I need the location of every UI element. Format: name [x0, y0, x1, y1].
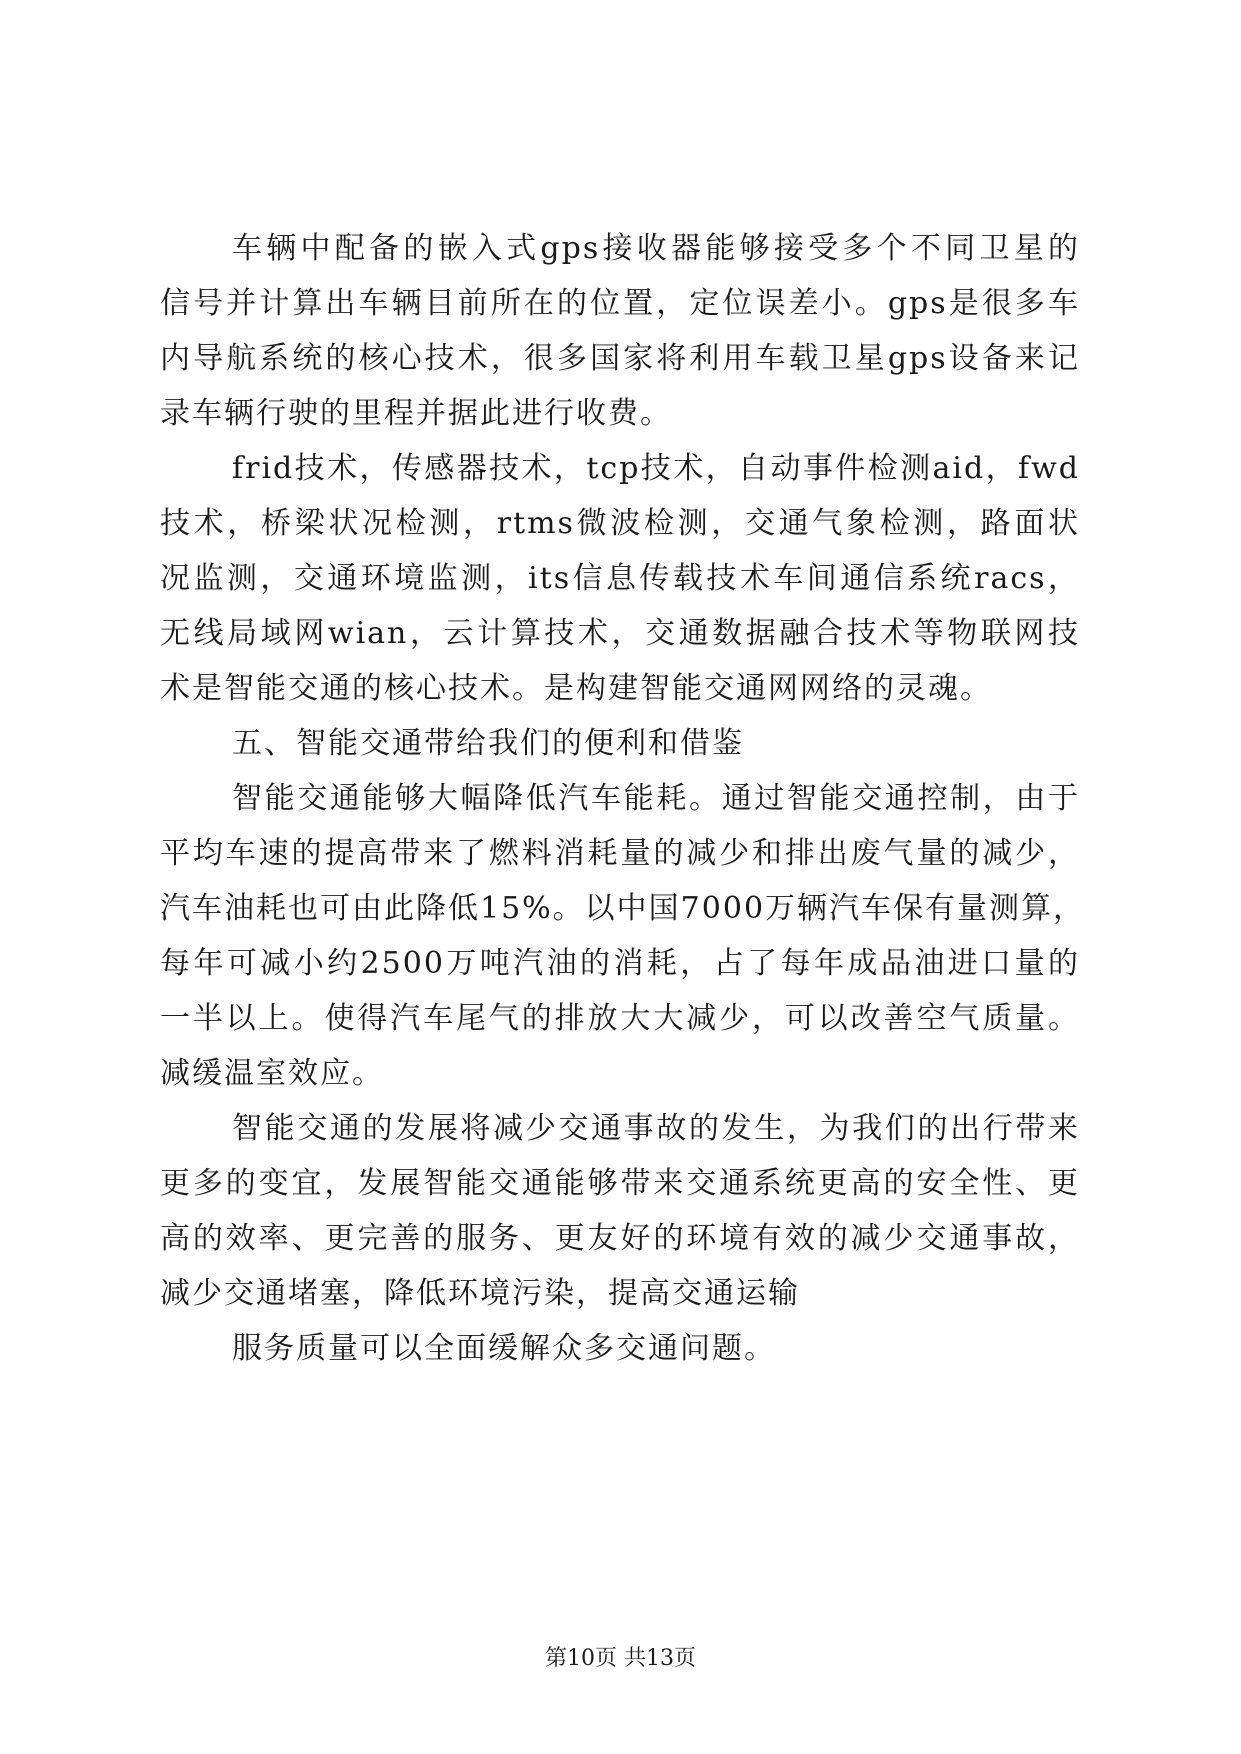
text-line: 平均车速的提高带来了燃料消耗量的减少和排出废气量的减少， [160, 836, 1080, 871]
text-line: 减少交通堵塞，降低环境污染，提高交通运输 [160, 1276, 800, 1311]
text-line: 服务质量可以全面缓解众多交通问题。 [232, 1331, 776, 1366]
text-line: 每年可减小约2500万吨汽油的消耗，占了每年成品油进口量的 [160, 946, 1080, 981]
text-line: 一半以上。使得汽车尾气的排放大大减少，可以改善空气质量。 [160, 1001, 1080, 1036]
text-line: 更多的变宜，发展智能交通能够带来交通系统更高的安全性、更 [160, 1166, 1080, 1201]
text-line: 况监测，交通环境监测，its信息传载技术车间通信系统racs， [160, 561, 1080, 596]
section-heading: 五、智能交通带给我们的便利和借鉴 [232, 726, 744, 761]
text-line: 技术，桥梁状况检测，rtms微波检测，交通气象检测，路面状 [160, 506, 1080, 541]
text-line: 汽车油耗也可由此降低15%。以中国7000万辆汽车保有量测算， [160, 891, 1086, 926]
text-line: 智能交通的发展将减少交通事故的发生，为我们的出行带来 [232, 1111, 1080, 1146]
text-line: frid技术，传感器技术，tcp技术，自动事件检测aid，fwd [232, 451, 1080, 486]
text-line: 信号并计算出车辆目前所在的位置，定位误差小。gps是很多车 [160, 286, 1080, 321]
text-line: 内导航系统的核心技术，很多国家将利用车载卫星gps设备来记 [160, 341, 1080, 376]
text-line: 无线局域网wian，云计算技术，交通数据融合技术等物联网技 [160, 616, 1080, 651]
text-line: 智能交通能够大幅降低汽车能耗。通过智能交通控制，由于 [232, 781, 1080, 816]
text-line: 高的效率、更完善的服务、更友好的环境有效的减少交通事故， [160, 1221, 1080, 1256]
text-line: 减缓温室效应。 [160, 1056, 384, 1091]
text-line: 录车辆行驶的里程并据此进行收费。 [160, 396, 672, 431]
page-number-footer: 第10页 共13页 [545, 1646, 696, 1671]
text-line: 车辆中配备的嵌入式gps接收器能够接受多个不同卫星的 [232, 231, 1080, 266]
text-line: 术是智能交通的核心技术。是构建智能交通网网络的灵魂。 [160, 671, 992, 706]
